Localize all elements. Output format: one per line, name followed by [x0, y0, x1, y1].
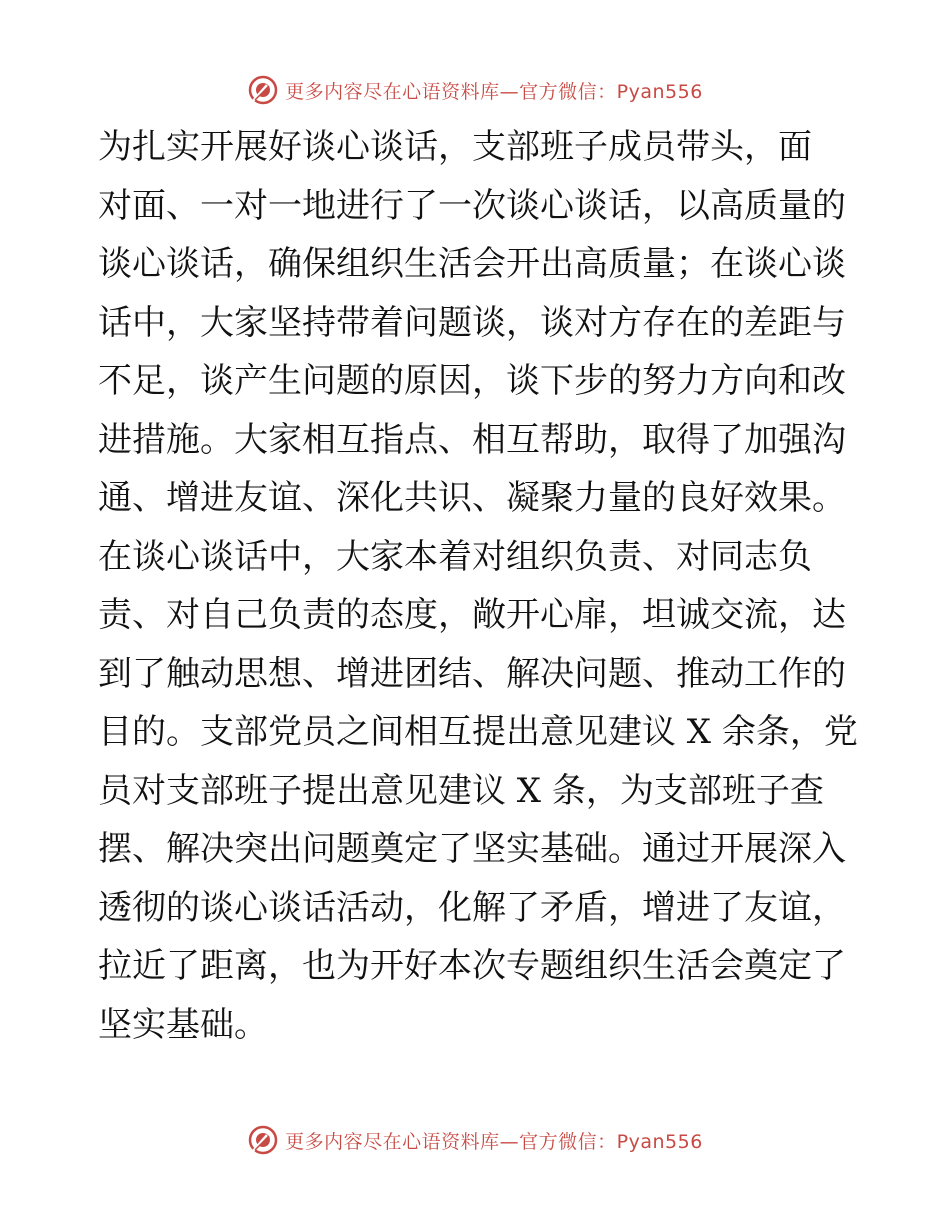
body-line: 透彻的谈心谈话活动，化解了矛盾，增进了友谊， — [98, 887, 846, 928]
body-line: 不足，谈产生问题的原因，谈下步的努力方向和改 — [98, 361, 846, 401]
body-line: 摆、解决突出问题奠定了坚实基础。通过开展深入 — [98, 829, 846, 869]
body-line: 为扎实开展好谈心谈话，支部班子成员带头，面 — [98, 127, 812, 167]
body-line: 责、对自己负责的态度，敞开心扉，坦诚交流，达 — [98, 595, 846, 635]
body-line: 拉近了距离，也为开好本次专题组织生活会奠定了 — [98, 946, 846, 986]
logo-icon — [247, 74, 279, 106]
body-line: 在谈心谈话中，大家本着对组织负责、对同志负 — [98, 536, 812, 577]
body-line: 员对支部班子提出意见建议 X 条，为支部班子查 — [98, 770, 824, 811]
header-banner — [0, 70, 950, 110]
document-body — [98, 118, 858, 1054]
footer-banner — [0, 1120, 950, 1160]
body-line: 进措施。大家相互指点、相互帮助，取得了加强沟 — [98, 419, 846, 460]
body-line: 通、增进友谊、深化共识、凝聚力量的良好效果。 — [98, 478, 846, 518]
banner-text: 更多内容尽在心语资料库—官方微信：Pyan556 — [285, 80, 703, 103]
body-line: 话中，大家坚持带着问题谈，谈对方存在的差距与 — [98, 302, 846, 343]
body-line: 到了触动思想、增进团结、解决问题、推动工作的 — [98, 653, 846, 694]
body-line: 目的。支部党员之间相互提出意见建议 X 余条，党 — [98, 712, 858, 752]
body-line: 谈心谈话，确保组织生活会开出高质量；在谈心谈 — [98, 244, 846, 284]
body-line: 坚实基础。 — [98, 1004, 268, 1045]
body-line: 对面、一对一地进行了一次谈心谈话，以高质量的 — [98, 185, 846, 226]
logo-icon — [247, 1124, 279, 1156]
banner-text: 更多内容尽在心语资料库—官方微信：Pyan556 — [285, 1130, 703, 1153]
